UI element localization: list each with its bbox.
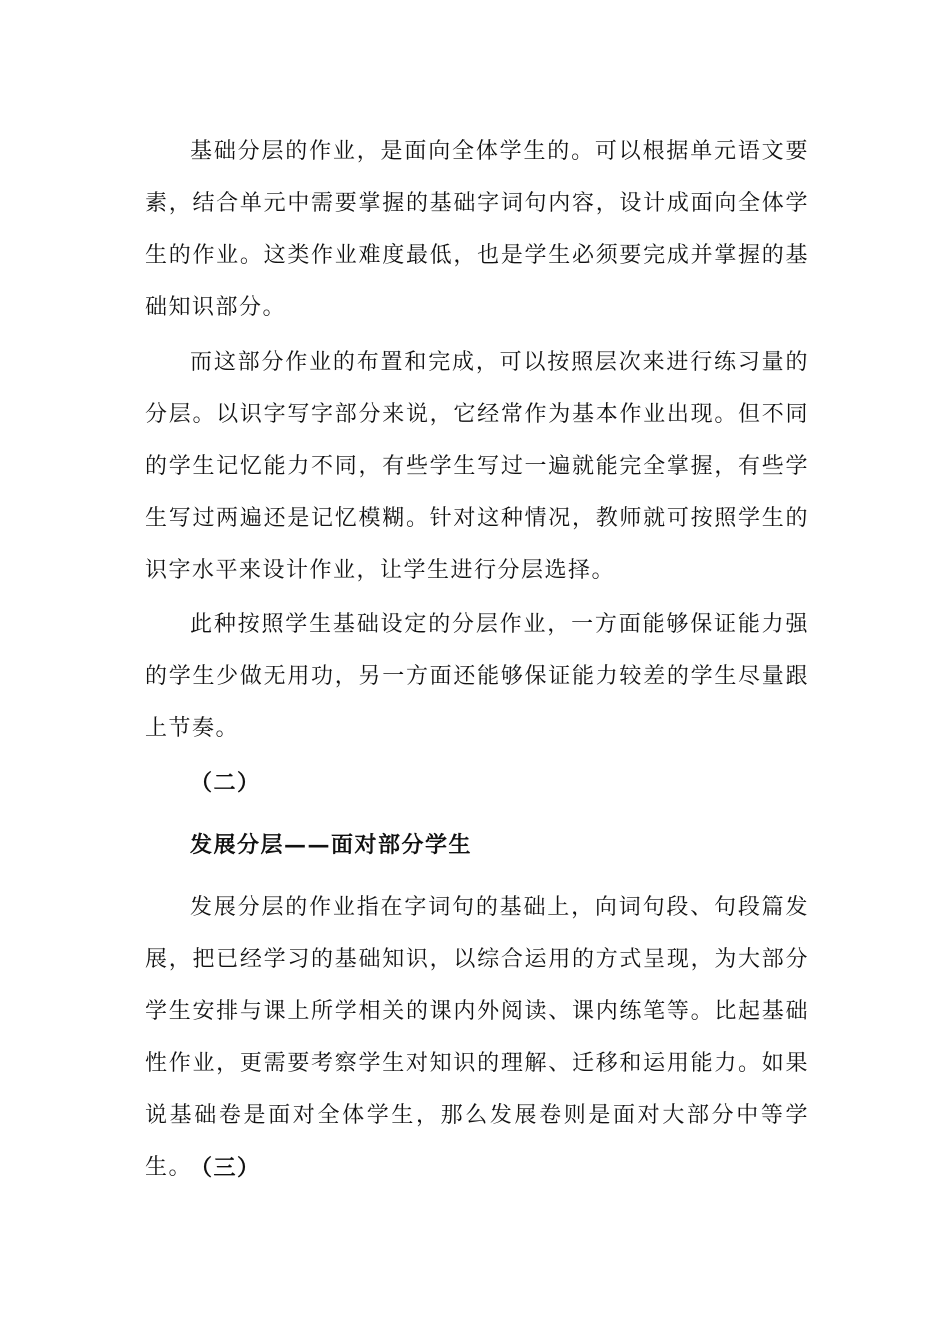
paragraph-basic-layer: 基础分层的作业，是面向全体学生的。可以根据单元语文要素，结合单元中需要掌握的基础字词句内容，设计成面向全体学生的作业。这类作业难度最低，也是学生必须要完成并掌握的基础知识部分。	[145, 139, 809, 320]
section-heading-2: （二）	[190, 770, 261, 796]
section-subheading-2: 发展分层——面对部分学生	[190, 832, 473, 858]
section-heading-3: （三）	[190, 1155, 261, 1181]
paragraph-layer-benefit: 此种按照学生基础设定的分层作业，一方面能够保证能力强的学生少做无用功，另一方面还能够保证能力较差的学生尽量跟上节奏。	[145, 612, 809, 741]
paragraph-layer-practice: 而这部分作业的布置和完成，可以按照层次来进行练习量的分层。以识字写字部分来说，它经常作为基本作业出现。但不同的学生记忆能力不同，有些学生写过一遍就能完全掌握，有些学生写过两遍还是记忆模糊。针对这种情况，教师就可按照学生的识字水平来设计作业，让学生进行分层选择。	[145, 350, 809, 583]
paragraph-development-layer: 发展分层的作业指在字词句的基础上，向词句段、句段篇发展，把已经学习的基础知识，以综合运用的方式呈现，为大部分学生安排与课上所学相关的课内外阅读、课内练笔等。比起基础性作业，更需要考察学生对知识的理解、迁移和运用能力。如果说基础卷是面对全体学生，那么发展卷则是面对大部分中等学生。	[145, 895, 809, 1180]
